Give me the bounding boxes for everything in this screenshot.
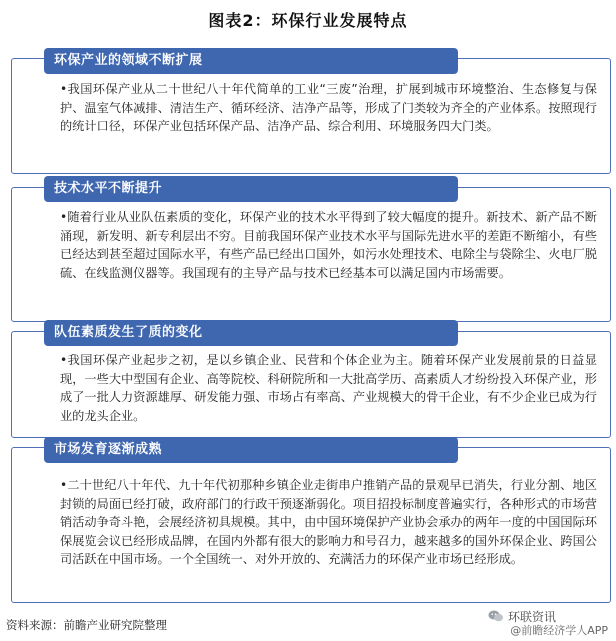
source-note: 资料来源：前瞻产业研究院整理: [6, 618, 167, 632]
figure-title: 图表2：环保行业发展特点: [208, 11, 408, 30]
section-heading-workforce: 队伍素质发生了质的变化: [44, 320, 458, 346]
brand-sub: @前瞻经济学人APP: [510, 624, 608, 637]
section-text-technology: •随着行业从业队伍素质的变化，环保产业的技术水平得到了较大幅度的提升。新技术、新产品不断涌现，新发明、新专利层出不穷。目前我国环保产业技术水平与国际先进水平的差距不断缩小，有些已经达到甚至超过国际水平，有些产品已经出口国外，如污水处理技术、电除尘与袋除尘、火电厂脱硫、在线监测仪器等。我国现有的主导产品与技术已经基本可以满足国内市场需要。: [60, 210, 597, 280]
section-text-workforce: •我国环保产业起步之初，是以乡镇企业、民营和个体企业为主。随着环保产业发展前景的日益显现，一些大中型国有企业、高等院校、科研院所和一大批高学历、高素质人才纷纷投入环保产业，形成了一批人力资源雄厚、研发能力强、市场占有率高、产业规模大的骨干企业，有不少企业已成为行业的龙头企业。: [60, 353, 597, 423]
brand-watermark: [488, 606, 608, 636]
section-heading-scope: 环保产业的领域不断扩展: [44, 48, 458, 74]
section-heading-technology: 技术水平不断提升: [44, 176, 458, 202]
section-text-scope: •我国环保产业从二十世纪八十年代简单的工业“三废”治理，扩展到城市环境整治、生态修复与保护、温室气体减排、清洁生产、循环经济、洁净产品等，形成了门类较为齐全的产业体系。按照现行的统计口径，环保产业包括环保产品、洁净产品、综合利用、环境服务四大门类。: [60, 82, 597, 134]
section-text-market: •二十世纪八十年代、九十年代初那种乡镇企业走街串户推销产品的景观早已消失，行业分割、地区封锁的局面已经打破，政府部门的行政干预逐渐弱化。项目招投标制度普遍实行，各种形式的市场营销活动争奇斗艳，会展经济初具规模。其中，由中国环境保护产业协会承办的两年一度的中国国际环保展览会议已经形成品牌，在国内外都有很大的影响力和号召力，越来越多的国外环保企业、跨国公司活跃在中国市场。一个全国统一、对外开放的、充满活力的环保产业市场已经形成。: [60, 478, 597, 567]
brand-name: 环联资讯: [508, 610, 557, 624]
section-heading-market: 市场发育逐渐成熟: [44, 437, 458, 463]
